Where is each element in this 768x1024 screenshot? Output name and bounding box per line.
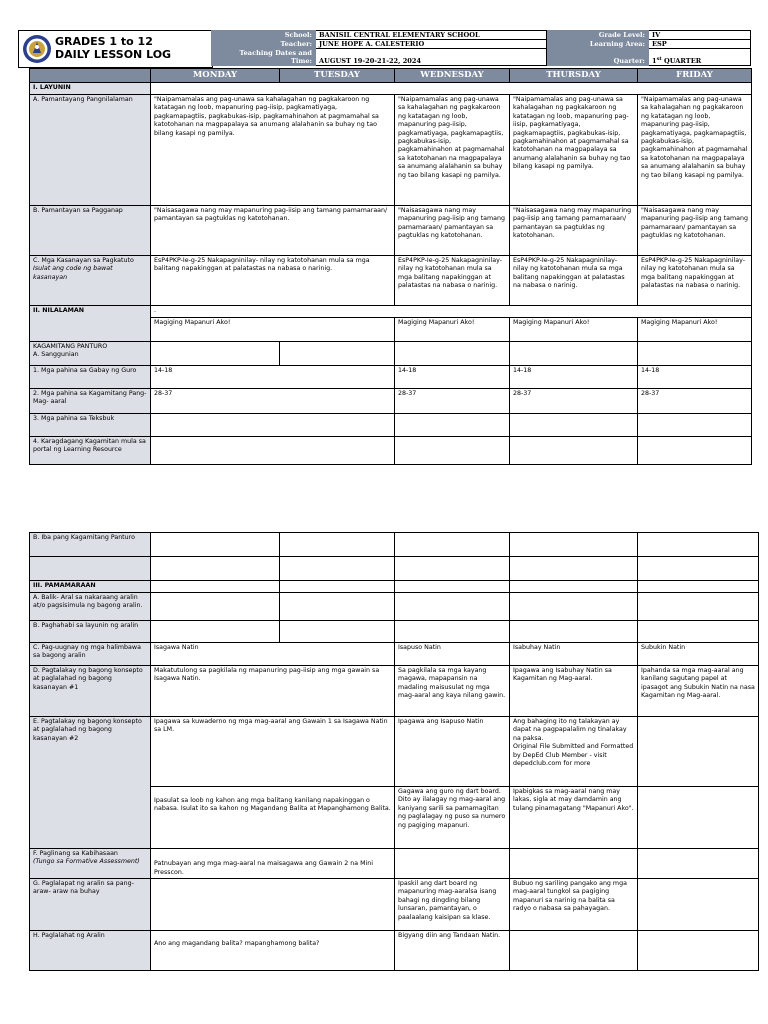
cell-c-friday: EsP4PKP-Ie-g-25 Nakapagninilay- nilay ng katotohanan mula sa mga balitang napakinggan at palatastas na nabasa o narinig. (638, 256, 752, 306)
empty-cell (280, 581, 395, 593)
cell-b-thursday: "Naisasagawa nang may mapanuring pag-iisip ang tamang pamamaraan/ pamantayan sa pagtuklas ng katotohanan. (510, 206, 638, 256)
cell-a-wednesday: "Naipamamalas ang pag-unawa sa kahalagahan ng pagkakaroon ng katatagan ng loob, mapanuring pag-iisip, pagkamatiyaga, pagkamapagtiis, pagkabukas-isip, pagkamahinahon at pagmamahal sa katotohanan na magpapalaya sa anumang alalahanin sa buhay ng tao bilang kasapi ng pamilya. (395, 95, 510, 206)
empty-cell (280, 557, 395, 581)
day-header-blank (30, 69, 151, 83)
deped-seal-icon (22, 34, 52, 64)
row-label-paglalahat: H. Paglalahat ng Aralin (30, 931, 151, 971)
grade-value: IV (649, 31, 751, 40)
row-label-paglinang (30, 849, 151, 879)
empty-cell (510, 414, 638, 437)
row-label-balik-aral: A. Balik- Aral sa nakaraang aralin at/o pagsisimula ng bagong aralin. (30, 593, 151, 621)
school-value: BANISIL CENTRAL ELEMENTARY SCHOOL (316, 31, 547, 40)
mag-thursday: 28-37 (510, 389, 638, 414)
empty-cell (510, 931, 638, 971)
empty-cell (638, 849, 759, 879)
quarter-num: 1 (652, 57, 657, 66)
school-label: School: (212, 31, 316, 40)
c-wednesday: Isapuso Natin (395, 643, 510, 666)
kasanayan-label-note: Isulat ang code ng bawat kasanayan (33, 265, 113, 281)
lesson-log-table-1 (29, 68, 752, 465)
nilalaman-dot: . (151, 306, 752, 318)
g-thursday: Bubuo ng sariling pangako ang mga mag-aaral tungkol sa pagiging mapanuri sa narinig na balita sa radyo o nabasa sa pahayagan. (510, 879, 638, 931)
e2-wednesday: Gagawa ang guro ng dart board. Dito ay ilalagay ng mag-aaral ang kaniyang sarili sa pamamagitan ng paglalagay ng puso sa numero ng pagiging mapanuri. (395, 787, 510, 849)
empty-cell (151, 414, 395, 437)
c-monday: Isagawa Natin (151, 643, 395, 666)
day-header-friday: FRIDAY (638, 69, 752, 83)
dates-label (212, 49, 316, 66)
row-label-pamantayan-sa-pagganap: B. Pamantayan sa Pagganap (30, 206, 151, 256)
topic-monday: Magiging Mapanuri Ako! (151, 318, 395, 342)
kagamitan-label: KAGAMITANG PANTURO (33, 343, 108, 350)
empty-cell (395, 414, 510, 437)
d-wednesday: Sa pagkilala sa mga kayang magawa, mapapansin na madaling maisusulat ng mga mag-aaral ang kaya nilang gawin. (395, 666, 510, 717)
empty-cell (510, 557, 638, 581)
empty-cell (30, 557, 151, 581)
row-label-paghahabi: B. Paghahabi sa layunin ng aralin (30, 621, 151, 643)
day-header-wednesday: WEDNESDAY (395, 69, 510, 83)
row-label-gabay-guro: 1. Mga pahina sa Gabay ng Guro (30, 366, 151, 389)
topic-friday: Magiging Mapanuri Ako! (638, 318, 752, 342)
c-friday: Subukin Natin (638, 643, 759, 666)
empty-cell (151, 342, 280, 366)
row-label-karagdagang-kagamitan: 4. Karagdagang Kagamitan mula sa portal ng Learning Resource (30, 437, 151, 465)
section-pamamaraan: III. PAMAMARAAN (30, 581, 151, 593)
cell-c-thursday: EsP4PKP-Ie-g-25 Nakapagninilay- nilay ng katotohanan mula sa mga balitang napakinggan at palatastas na nabasa o narinig. (510, 256, 638, 306)
empty-cell (638, 621, 759, 643)
f-monday: Patnubayan ang mga mag-aaral na maisagawa ang Gawain 2 na Mini Presscon. (151, 849, 395, 879)
day-header-thursday: THURSDAY (510, 69, 638, 83)
row-label-paglalapat: G. Paglalapat ng aralin sa pang- araw- araw na buhay (30, 879, 151, 931)
gabay-thursday: 14-18 (510, 366, 638, 389)
doc-title-line2: DAILY LESSON LOG (55, 48, 172, 61)
topic-wednesday: Magiging Mapanuri Ako! (395, 318, 510, 342)
empty-cell (151, 879, 395, 931)
paglinang-label: F. Paglinang sa Kabihasaan (33, 850, 118, 857)
h-wednesday: Bigyang diin ang Tandaan Natin. (395, 931, 510, 971)
e2-thursday: Ipabigkas sa mag-aaral nang may lakas, sigla at may damdamin ang tulang pinamagatang "Mapanuri Ako". (510, 787, 638, 849)
cell-a-thursday: "Naipamamalas ang pag-unawa sa kahalagahan ng pagkakaroon ng katatagan ng loob, mapanuring pag-iisip, pagkamatiyaga, pagkamapagtiis, pagkabukas-isip, pagkamahinahon at pagmamahal sa katotohanan na magpapalaya sa anumang alalahanin sa buhay ng tao bilang kasapi ng pamilya. (510, 95, 638, 206)
empty-cell (510, 621, 638, 643)
row-label-kagamitan (30, 342, 151, 366)
d-friday: Ipahanda sa mga mag-aaral ang kanilang sagutang papel at ipasagot ang Subukin Natin na nasa Kagamitan ng Mag-aaral. (638, 666, 759, 717)
cell-b-wednesday: "Naisasagawa nang may mapanuring pag-iisip ang tamang pamamaraan/ pamantayan sa pagtuklas ng katotohanan. (395, 206, 510, 256)
empty-cell (151, 581, 280, 593)
empty-cell (151, 533, 280, 557)
doc-title-line1: GRADES 1 to 12 (55, 35, 153, 48)
dates-value: AUGUST 19-20-21-22, 2024 (316, 49, 547, 66)
empty-cell (510, 849, 638, 879)
dates-label-2: Time: (290, 57, 312, 66)
row-label-pagtalakay-2: E. Pagtalakay ng bagong konsepto at paglalahad ng bagong kasanayan #2 (30, 717, 151, 849)
kasanayan-label: C. Mga Kasanayan sa Pagkatuto (33, 257, 134, 264)
quarter-value (649, 49, 751, 66)
e-monday: Ipagawa sa kuwaderno ng mga mag-aaral ang Gawain 1 sa Isagawa Natin sa LM. (151, 717, 395, 787)
mag-friday: 28-37 (638, 389, 752, 414)
g-wednesday: Ipaskil ang dart board ng mapanuring mag-aaralsa isang bahagi ng dingding bilang lunsaran, pamantayan, o paalaalang kaisipan sa klase. (395, 879, 510, 931)
quarter-label: Quarter: (547, 49, 649, 66)
empty-cell (638, 533, 759, 557)
empty-cell (151, 437, 395, 465)
empty-cell (395, 557, 510, 581)
cell-a-friday: "Naipamamalas ang pag-unawa sa kahalagahan ng pagkakaroon ng katatagan ng loob, mapanuring pag-iisip, pagkamatiyaga, pagkamapagtiis, pagkabukas-isip, pagkamahinahon at pagmamahal sa katotohanan na magpapalaya sa anumang alalahanin sa buhay ng tao bilang kasapi ng pamilya. (638, 95, 752, 206)
row-label-pagtalakay-1: D. Pagtalakay ng bagong konsepto at paglalahad ng bagong kasanayan #1 (30, 666, 151, 717)
empty-cell (280, 533, 395, 557)
gabay-friday: 14-18 (638, 366, 752, 389)
empty-cell (638, 437, 752, 465)
empty-cell (510, 533, 638, 557)
empty-cell (395, 342, 510, 366)
row-label-iba-pang-kagamitan: B. Iba pang Kagamitang Panturo (30, 533, 151, 557)
d-monday: Makatutulong sa pagkilala ng mapanuring pag-iisip ang mga gawain sa Isagawa Natin. (151, 666, 395, 717)
empty-cell (638, 717, 759, 787)
e-wednesday: Ipagawa ang Isapuso Natin (395, 717, 510, 787)
dates-label-1: Teaching Dates and (239, 49, 312, 58)
cell-c-wednesday: EsP4PKP-Ie-g-25 Nakapagninilay- nilay ng katotohanan mula sa mga balitang napakinggan at palatastas na nabasa o narinig. (395, 256, 510, 306)
row-label-pamantayang-pangnilalaman: A. Pamantayang Pangnilalaman (30, 95, 151, 206)
empty-cell (510, 342, 638, 366)
empty-cell (395, 849, 510, 879)
empty-cell (151, 621, 280, 643)
empty-cell (395, 581, 510, 593)
gabay-wednesday: 14-18 (395, 366, 510, 389)
empty-cell (510, 581, 638, 593)
c-thursday: Isabuhay Natin (510, 643, 638, 666)
empty-cell (638, 581, 759, 593)
mag-wednesday: 28-37 (395, 389, 510, 414)
empty-cell (395, 593, 510, 621)
empty-cell (638, 879, 759, 931)
section-nilalaman: II. NILALAMAN (30, 306, 151, 342)
h-monday: Ano ang magandang balita? mapanghamong balita? (151, 931, 395, 971)
empty-cell (638, 557, 759, 581)
area-value: ESP (649, 40, 751, 49)
row-label-pag-uugnay: C. Pag-uugnay ng mga halimbawa sa bagong aralin (30, 643, 151, 666)
lesson-log-table-2 (29, 532, 759, 971)
empty-cell (151, 83, 752, 95)
mag-monday: 28-37 (151, 389, 395, 414)
empty-cell (510, 593, 638, 621)
day-header-tuesday: TUESDAY (280, 69, 395, 83)
header-info-table (211, 30, 751, 66)
empty-cell (638, 931, 759, 971)
section-layunin: I. LAYUNIN (30, 83, 151, 95)
row-label-teksbuk: 3. Mga pahina sa Teksbuk (30, 414, 151, 437)
empty-cell (151, 557, 280, 581)
cell-a-monday: "Naipamamalas ang pag-unawa sa kahalagahan ng pagkakaroon ng katatagan ng loob, mapanuring pag-iisip, pagkamatiyaga, pagkamapagtiis, pagkabukas-isip, pagkamahinahon at pagmamahal sa katotohanan na magpapalaya sa anumang alalahanin sa buhay ng tao bilang kasapi ng pamilya. (151, 95, 395, 206)
quarter-word: QUARTER (661, 57, 702, 66)
teacher-label: Teacher: (212, 40, 316, 49)
cell-c-monday: EsP4PKP-Ie-g-25 Nakapagninilay- nilay ng katotohanan mula sa mga balitang napakinggan at palatastas na nabasa o narinig. (151, 256, 395, 306)
empty-cell (395, 621, 510, 643)
topic-thursday: Magiging Mapanuri Ako! (510, 318, 638, 342)
empty-cell (638, 342, 752, 366)
empty-cell (280, 621, 395, 643)
empty-cell (280, 342, 395, 366)
teacher-value: JUNE HOPE A. CALESTERIO (316, 40, 547, 49)
cell-b-monday: "Naisasagawa nang may mapanuring pag-iisip ang tamang pamamaraan/ pamantayan sa pagtuklas ng katotohanan. (151, 206, 395, 256)
empty-cell (151, 593, 280, 621)
empty-cell (638, 593, 759, 621)
title-box (18, 30, 213, 68)
empty-cell (510, 437, 638, 465)
gabay-monday: 14-18 (151, 366, 395, 389)
row-label-kagamitang-mag-aaral: 2. Mga pahina sa Kagamitang Pang- Mag- aaral (30, 389, 151, 414)
e-thursday: Ang bahaging ito ng talakayan ay dapat na pagpapalalim ng tinalakay na paksa. Original File Submitted and Formatted by DepEd Club Member - visit depedclub.com for more (510, 717, 638, 787)
cell-b-friday: "Naisasagawa nang may mapanuring pag-iisip ang tamang pamamaraan/ pamantayan sa pagtuklas ng katotohanan. (638, 206, 752, 256)
quarter-sup: st (656, 56, 662, 63)
e2-monday: Ipasulat sa loob ng kahon ang mga balitang kanilang napakinggan o nabasa. Isulat ito sa kahon ng Magandang Balita at Mapanghamong Balita. (151, 787, 395, 849)
empty-cell (395, 437, 510, 465)
grade-label: Grade Level: (547, 31, 649, 40)
empty-cell (638, 414, 752, 437)
area-label: Learning Area: (547, 40, 649, 49)
d-thursday: Ipagawa ang Isabuhay Natin sa Kagamitan ng Mag-aaral. (510, 666, 638, 717)
day-header-monday: MONDAY (151, 69, 280, 83)
empty-cell (280, 593, 395, 621)
empty-cell (395, 533, 510, 557)
paglinang-label-note: (Tungo sa Formative Assessment) (33, 858, 140, 866)
empty-cell (638, 787, 759, 849)
row-label-kasanayan (30, 256, 151, 306)
sanggunian-label: A. Sanggunian (33, 351, 79, 359)
